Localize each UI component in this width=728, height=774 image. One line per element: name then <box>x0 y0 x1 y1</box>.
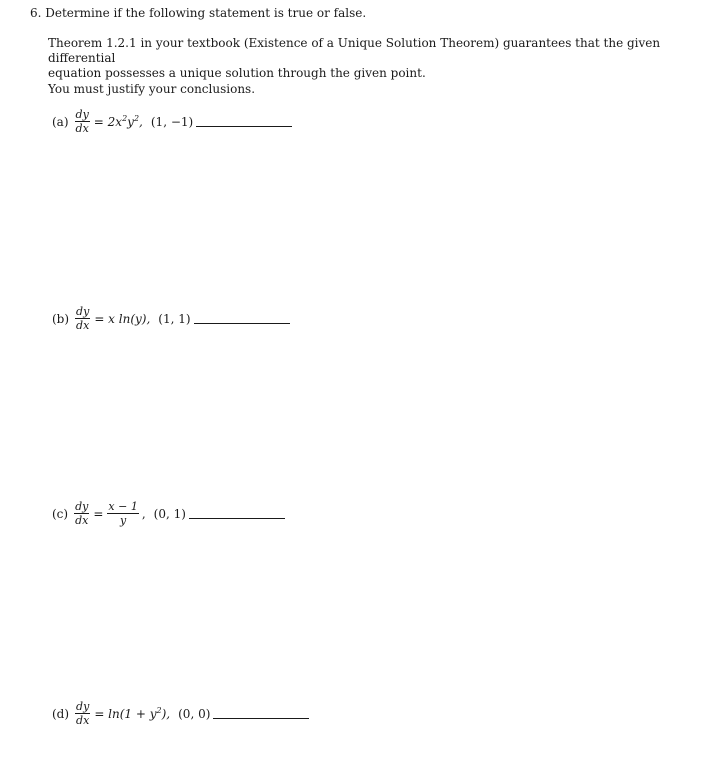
part-b-answer-blank[interactable] <box>194 313 290 324</box>
part-b-dy: dy <box>76 305 90 318</box>
part-a-label: (a) <box>52 114 69 129</box>
part-b <box>52 305 290 332</box>
part-c-equals: = <box>93 506 104 521</box>
part-d-label: (d) <box>52 706 70 721</box>
part-c-comma: , <box>141 506 146 521</box>
part-a-rhs: = $2x^2y^2$, <box>93 114 143 129</box>
part-c-dy: dy <box>75 500 89 513</box>
part-b-label: (b) <box>52 311 70 326</box>
part-b-point: (1, 1) <box>158 311 191 326</box>
part-c-derivative <box>74 500 89 527</box>
part-b-rhs: = x ln(y), <box>94 311 151 326</box>
part-a-answer-blank[interactable] <box>196 116 292 127</box>
part-c-point: (0, 1) <box>153 506 186 521</box>
part-d <box>52 700 309 727</box>
part-a-derivative <box>75 108 90 135</box>
part-c <box>52 500 285 527</box>
theorem-line-1: Theorem 1.2.1 in your textbook (Existence of a Unique Solution Theorem) guarantees that the given differential <box>48 36 661 65</box>
part-d-rhs: = $\ln(1 + y^2)$, <box>94 706 171 721</box>
part-c-rhs-num: x − 1 <box>108 500 138 513</box>
part-a-dx: dx <box>75 122 89 135</box>
problem-intro: 6. Determine if the following statement is true or false. <box>30 6 367 20</box>
part-d-derivative <box>75 700 90 727</box>
part-d-dy: dy <box>76 700 90 713</box>
part-c-label: (c) <box>52 506 69 521</box>
part-c-dx: dx <box>75 514 89 527</box>
part-b-derivative <box>75 305 90 332</box>
part-a-point: (1, −1) <box>150 114 194 129</box>
part-c-rhs-fraction <box>107 500 138 527</box>
theorem-statement <box>48 36 698 81</box>
part-d-point: (0, 0) <box>178 706 211 721</box>
theorem-line-2: equation possesses a unique solution through the given point. <box>48 66 426 80</box>
part-c-answer-blank[interactable] <box>189 508 285 519</box>
part-b-dx: dx <box>76 319 90 332</box>
part-a-dy: dy <box>75 108 89 121</box>
justify-instruction: You must justify your conclusions. <box>48 82 256 96</box>
part-d-dx: dx <box>76 714 90 727</box>
part-d-answer-blank[interactable] <box>213 708 309 719</box>
part-c-rhs-den: y <box>120 514 127 527</box>
part-a <box>52 108 292 135</box>
